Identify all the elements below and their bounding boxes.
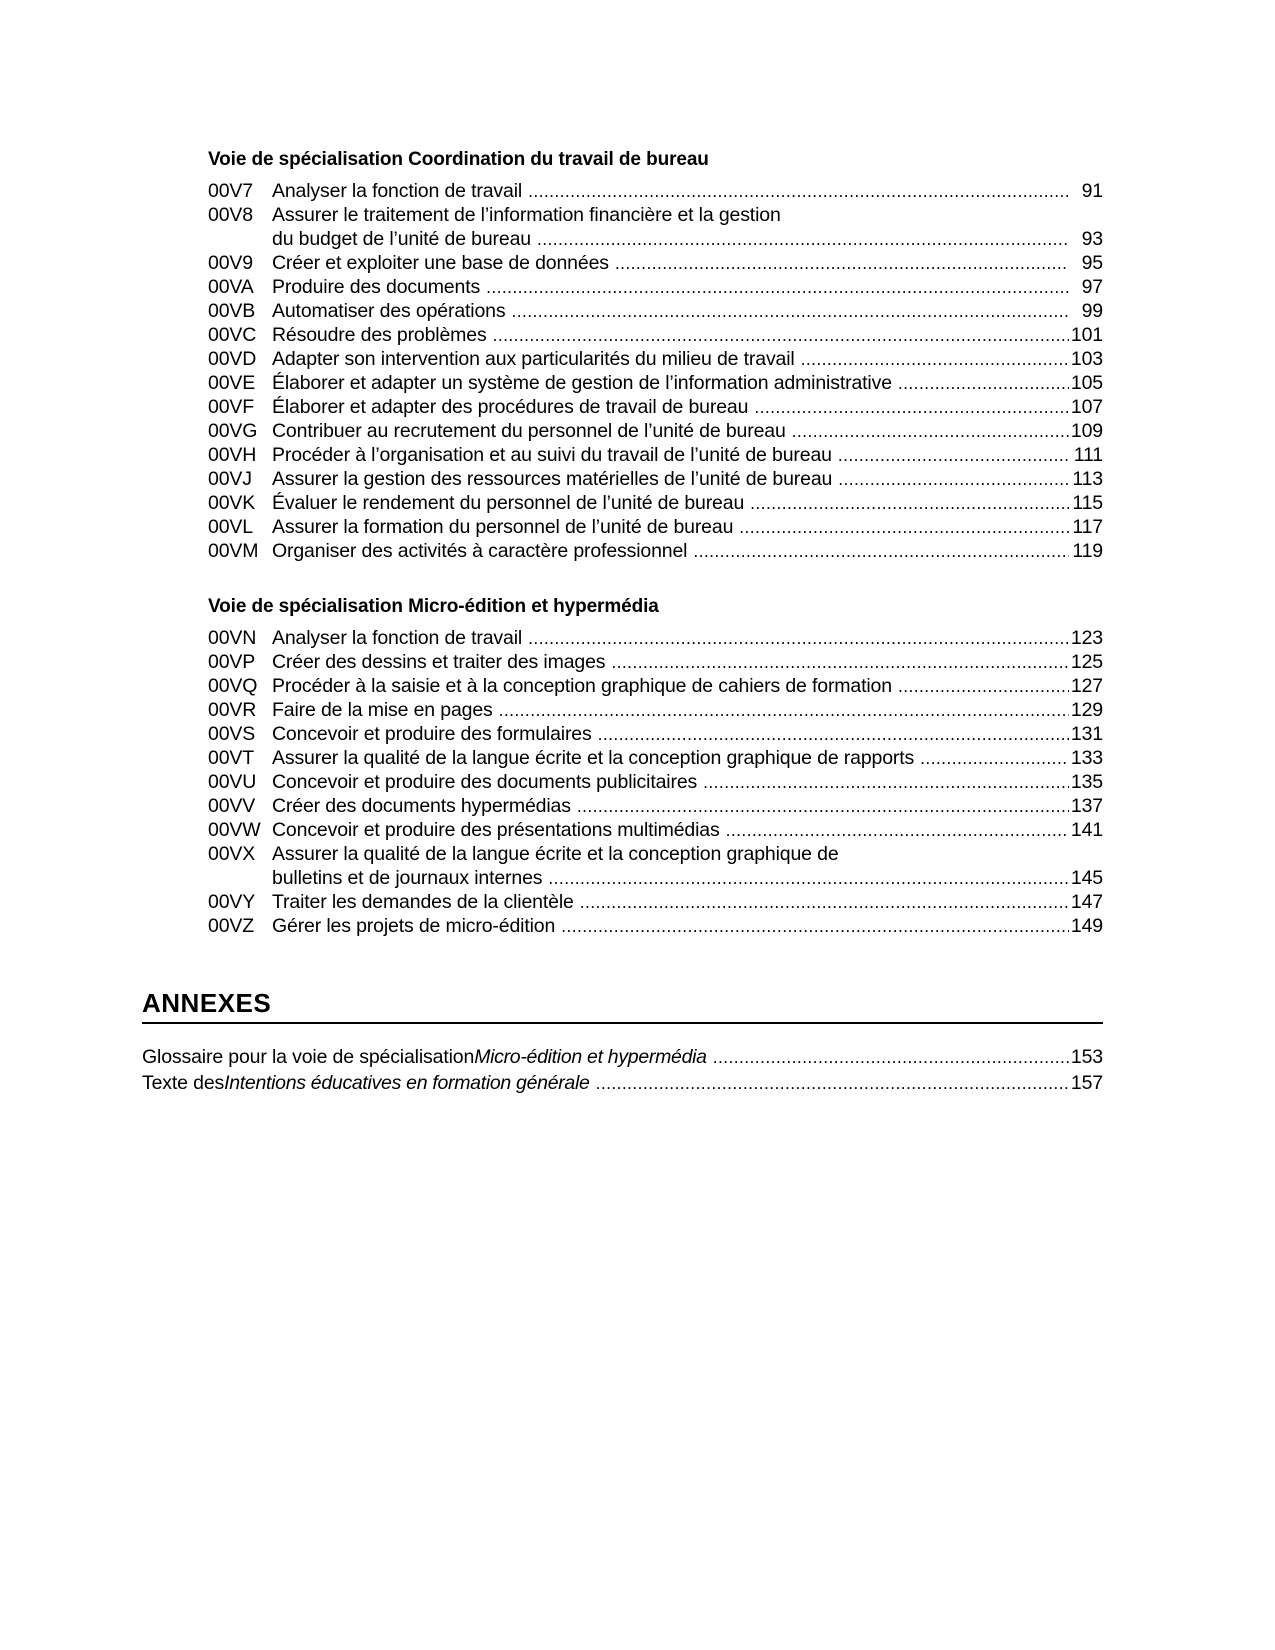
- page-number: 145: [1070, 867, 1103, 889]
- page-number: 153: [1070, 1046, 1103, 1068]
- entry-title: bulletins et de journaux internes: [272, 867, 543, 889]
- course-code: 00VL: [208, 516, 253, 538]
- course-code: 00V9: [208, 252, 253, 274]
- course-code: 00VQ: [208, 675, 258, 697]
- dot-leader: [493, 698, 1069, 722]
- toc-entry-row: [208, 515, 1103, 539]
- entry-title: du budget de l’unité de bureau: [272, 228, 531, 250]
- page-number: 127: [1070, 675, 1103, 697]
- page-number: 135: [1070, 771, 1103, 793]
- entry-title: Créer des documents hypermédias: [272, 795, 571, 817]
- section-rows: [208, 179, 1103, 563]
- dot-leader: [707, 1045, 1069, 1071]
- entry-title: Concevoir et produire des documents publicitaires: [272, 771, 698, 793]
- page-number: 111: [1073, 444, 1103, 466]
- page-number: 99: [1081, 300, 1103, 322]
- entry-title: Automatiser des opérations: [272, 300, 506, 322]
- dot-leader: [786, 419, 1069, 443]
- page-number: 117: [1072, 516, 1103, 538]
- entry-title: Créer des dessins et traiter des images: [272, 651, 606, 673]
- dot-leader: [744, 491, 1069, 515]
- toc-entry-row: [208, 818, 1103, 842]
- dot-leader: [687, 539, 1069, 563]
- toc-entry-row: [208, 722, 1103, 746]
- course-code: 00VR: [208, 699, 257, 721]
- page-number: 125: [1070, 651, 1103, 673]
- course-code: 00VP: [208, 651, 256, 673]
- toc-entry-row: [208, 626, 1103, 650]
- dot-leader: [697, 770, 1069, 794]
- page-number: 123: [1070, 627, 1103, 649]
- page-number: 157: [1070, 1071, 1103, 1094]
- toc-entry-row: [208, 299, 1103, 323]
- toc-entry-row: [208, 650, 1103, 674]
- toc-section: [208, 147, 1103, 563]
- course-code: 00VU: [208, 771, 257, 793]
- dot-leader: [480, 275, 1069, 299]
- course-code: 00VX: [208, 843, 256, 865]
- page-number: 141: [1070, 819, 1103, 841]
- page-number: 91: [1081, 180, 1103, 202]
- entry-title: Assurer la qualité de la langue écrite et la conception graphique de rapports: [272, 747, 915, 769]
- page-number: 129: [1070, 699, 1103, 721]
- course-code: 00V8: [208, 204, 253, 226]
- toc-entry-row: [208, 794, 1103, 818]
- annex-title: Texte des: [142, 1071, 225, 1094]
- section-heading: Voie de spécialisation Coordination du travail de bureau: [208, 149, 709, 170]
- course-code: 00VE: [208, 372, 256, 394]
- section-rows: [208, 626, 1103, 938]
- page-number: 97: [1081, 276, 1103, 298]
- dot-leader: [522, 179, 1069, 203]
- toc-entry-row: [208, 842, 1103, 866]
- annex-entry-row: [142, 1045, 1103, 1071]
- toc-entry-row: [208, 371, 1103, 395]
- dot-leader: [832, 443, 1069, 467]
- course-code: 00VD: [208, 348, 257, 370]
- dot-leader: [574, 890, 1069, 914]
- dot-leader: [605, 650, 1069, 674]
- dot-leader: [914, 746, 1069, 770]
- dot-leader: [592, 722, 1069, 746]
- course-code: 00VZ: [208, 915, 255, 937]
- section-heading: Voie de spécialisation Micro-édition et hypermédia: [208, 596, 659, 617]
- entry-title: Résoudre des problèmes: [272, 324, 487, 346]
- dot-leader: [522, 626, 1069, 650]
- dot-leader: [748, 395, 1069, 419]
- annex-entry-row: [142, 1071, 1103, 1097]
- dot-leader: [733, 515, 1069, 539]
- toc-entry-row: [208, 443, 1103, 467]
- entry-title: Procéder à l’organisation et au suivi du travail de l’unité de bureau: [272, 444, 832, 466]
- entry-title: Gérer les projets de micro-édition: [272, 915, 556, 937]
- toc-entry-row: [208, 275, 1103, 299]
- page-number: 101: [1070, 324, 1103, 346]
- toc-entry-row: [208, 347, 1103, 371]
- dot-leader: [555, 914, 1069, 938]
- dot-leader: [892, 674, 1069, 698]
- annex-title-italic: Intentions éducatives en formation générale: [224, 1071, 590, 1094]
- page-number: 103: [1070, 348, 1103, 370]
- page-number: 119: [1072, 540, 1103, 562]
- page-number: 107: [1070, 396, 1103, 418]
- dot-leader: [487, 323, 1069, 347]
- dot-leader: [795, 347, 1069, 371]
- dot-leader: [542, 866, 1069, 890]
- page-number: 109: [1070, 420, 1103, 442]
- dot-leader: [609, 251, 1069, 275]
- toc-content: [142, 147, 1103, 1096]
- toc-entry-row: [208, 890, 1103, 914]
- toc-entry-row: [208, 491, 1103, 515]
- entry-title: Organiser des activités à caractère professionnel: [272, 540, 688, 562]
- dot-leader: [531, 227, 1069, 251]
- page-number: 137: [1070, 795, 1103, 817]
- toc-entry-row: [208, 914, 1103, 938]
- toc-entry-row: [208, 674, 1103, 698]
- toc-entry-row: [208, 251, 1103, 275]
- entry-title: Produire des documents: [272, 276, 481, 298]
- toc-entry-row: [208, 179, 1103, 203]
- page-number: 149: [1070, 915, 1103, 937]
- dot-leader: [832, 467, 1069, 491]
- dot-leader: [892, 371, 1069, 395]
- toc-entry-row: [208, 395, 1103, 419]
- course-code: 00VF: [208, 396, 255, 418]
- toc-entry-row: [208, 746, 1103, 770]
- page-number: 115: [1072, 492, 1103, 514]
- course-code: 00VK: [208, 492, 256, 514]
- page-number: 93: [1081, 228, 1103, 250]
- toc-entry-row: [208, 467, 1103, 491]
- course-code: 00VM: [208, 540, 259, 562]
- toc-entry-row: [208, 323, 1103, 347]
- toc-entry-continuation-row: [208, 227, 1103, 251]
- course-code: 00VY: [208, 891, 256, 913]
- dot-leader: [590, 1071, 1069, 1097]
- page-number: 147: [1070, 891, 1103, 913]
- entry-title: Contribuer au recrutement du personnel de l’unité de bureau: [272, 420, 786, 442]
- entry-title: Faire de la mise en pages: [272, 699, 493, 721]
- course-code: 00VW: [208, 819, 261, 841]
- entry-title: Assurer la formation du personnel de l’unité de bureau: [272, 516, 734, 538]
- course-code: 00VN: [208, 627, 257, 649]
- entry-title: Adapter son intervention aux particularités du milieu de travail: [272, 348, 795, 370]
- course-code: 00V7: [208, 180, 253, 202]
- course-code: 00VJ: [208, 468, 252, 490]
- toc-entry-row: [208, 419, 1103, 443]
- course-code: 00VG: [208, 420, 258, 442]
- annex-title-italic: Micro-édition et hypermédia: [474, 1046, 707, 1068]
- page-number: 105: [1070, 372, 1103, 394]
- annexes-heading: ANNEXES: [142, 988, 1103, 1024]
- course-code: 00VS: [208, 723, 256, 745]
- toc-section: [208, 594, 1103, 938]
- entry-title: Analyser la fonction de travail: [272, 180, 523, 202]
- course-code: 00VH: [208, 444, 257, 466]
- toc-entry-row: [208, 203, 1103, 227]
- entry-title: Analyser la fonction de travail: [272, 627, 523, 649]
- toc-entry-row: [208, 770, 1103, 794]
- course-code: 00VC: [208, 324, 257, 346]
- entry-title: Assurer la gestion des ressources matérielles de l’unité de bureau: [272, 468, 833, 490]
- dot-leader: [720, 818, 1069, 842]
- course-code: 00VV: [208, 795, 256, 817]
- entry-title: Évaluer le rendement du personnel de l’unité de bureau: [272, 492, 745, 514]
- course-code: 00VA: [208, 276, 254, 298]
- entry-title: Créer et exploiter une base de données: [272, 252, 609, 274]
- dot-leader: [505, 299, 1069, 323]
- entry-title: Procéder à la saisie et à la conception graphique de cahiers de formation: [272, 675, 892, 697]
- entry-title: Assurer le traitement de l’information financière et la gestion: [272, 204, 781, 226]
- course-code: 00VT: [208, 747, 255, 769]
- annexes-items: [142, 1045, 1103, 1096]
- page-number: 133: [1070, 747, 1103, 769]
- dot-leader: [571, 794, 1069, 818]
- page-number: 113: [1072, 468, 1103, 490]
- entry-title: Traiter les demandes de la clientèle: [272, 891, 574, 913]
- toc-entry-row: [208, 698, 1103, 722]
- entry-title: Concevoir et produire des formulaires: [272, 723, 592, 745]
- toc-entry-row: [208, 539, 1103, 563]
- entry-title: Élaborer et adapter un système de gestion de l’information administrative: [272, 372, 892, 394]
- toc-entry-continuation-row: [208, 866, 1103, 890]
- entry-title: Élaborer et adapter des procédures de travail de bureau: [272, 396, 749, 418]
- toc-sections: [142, 147, 1103, 938]
- page-number: 95: [1081, 252, 1103, 274]
- course-code: 00VB: [208, 300, 256, 322]
- annexes-section: [142, 988, 1103, 1096]
- entry-title: Assurer la qualité de la langue écrite et la conception graphique de: [272, 843, 839, 865]
- page-number: 131: [1070, 723, 1103, 745]
- annex-title: Glossaire pour la voie de spécialisation: [142, 1046, 475, 1068]
- entry-title: Concevoir et produire des présentations multimédias: [272, 819, 720, 841]
